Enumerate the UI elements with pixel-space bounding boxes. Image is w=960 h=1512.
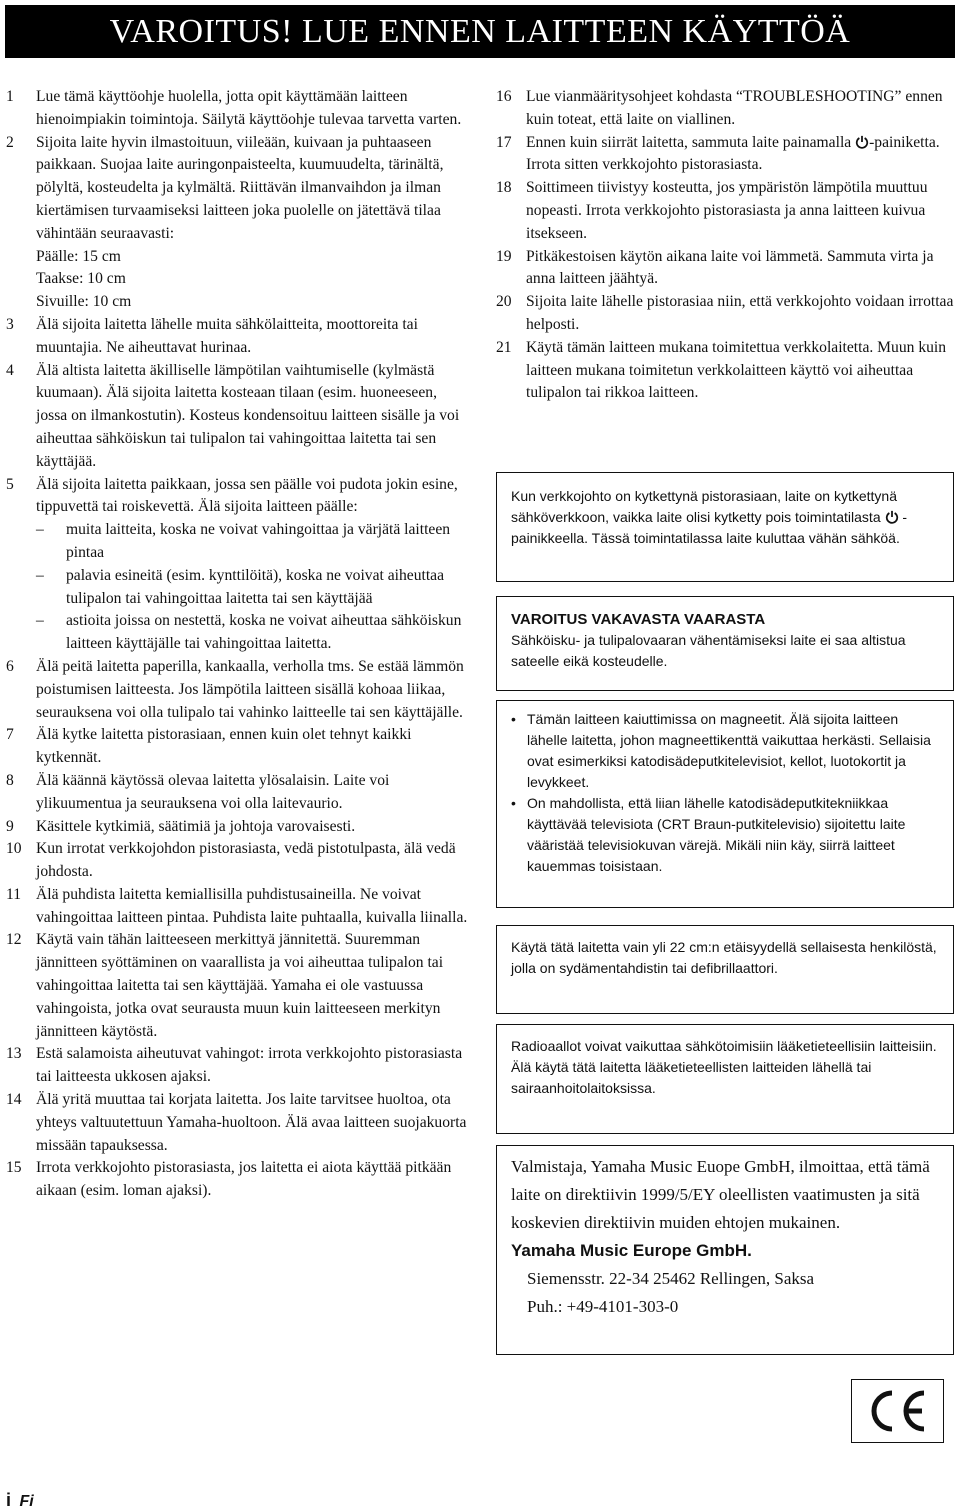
item-text: Älä peitä laitetta paperilla, kankaalla, verholla tms. Se estää lämmön poistumisen laitteesta. Jos lämpötila laitteen sisällä kohoaa liikaa, seurauksena voi olla tulipalo tai vahinko laitteelle tai sen käyttäjälle. bbox=[36, 657, 464, 721]
list-item bbox=[6, 656, 468, 724]
item-number: 6 bbox=[6, 657, 14, 675]
list-item bbox=[6, 360, 468, 474]
item-number: 13 bbox=[6, 1045, 22, 1063]
declaration-text: Valmistaja, Yamaha Music Euope GmbH, ilmoittaa, että tämä laite on direktiivin 1999/5/EY oleellisten vaatimusten ja sitä koskevien direktiivin muiden ehtojen mukainen. bbox=[511, 1157, 930, 1232]
sub-list-item bbox=[36, 565, 468, 611]
list-item bbox=[496, 132, 954, 178]
item-text: Sijoita laite lähelle pistorasiaa niin, että verkkojohto voidaan irrottaa helposti. bbox=[526, 293, 954, 333]
left-column bbox=[6, 86, 468, 1203]
right-column bbox=[496, 86, 954, 405]
page-title: VAROITUS! LUE ENNEN LAITTEEN KÄYTTÖÄ bbox=[109, 13, 851, 50]
item-number: 9 bbox=[6, 817, 14, 835]
item-body bbox=[36, 1043, 468, 1089]
sub-list-item bbox=[36, 610, 468, 656]
list-item bbox=[6, 724, 468, 770]
declaration-box bbox=[496, 1145, 954, 1355]
item-text: Älä sijoita laitetta paikkaan, jossa sen päälle voi pudota jokin esine, tippuvettä tai roiskevettä. Älä sijoita laitteen päälle: bbox=[36, 475, 458, 516]
list-item bbox=[496, 177, 954, 245]
warning-text: Sähköisku- ja tulipalovaaran vähentämiseksi laite ei saa altistua sateelle eikä kosteudelle. bbox=[511, 632, 906, 669]
item-body bbox=[526, 132, 954, 178]
item-text: Käytä vain tähän laitteeseen merkittyä jännitettä. Suuremman jännitteen syöttäminen on vaarallista ja voi aiheuttaa tulipalon tai vahingoittaa laitetta tai sen käyttäjää. Yamaha ei ole vastuussa vahingoista, jotka ovat seurausta muun kuin laitteeseen merkityn jännitteen käytöstä. bbox=[36, 931, 444, 1040]
item-number: 16 bbox=[496, 88, 512, 105]
list-item bbox=[6, 132, 468, 314]
item-number: 3 bbox=[6, 315, 14, 333]
item-body bbox=[36, 360, 468, 474]
item-text: Älä sijoita laitetta lähelle muita sähkölaitteita, moottoreita tai muuntajia. Ne aiheuttavat hurinaa. bbox=[36, 315, 418, 356]
item-body bbox=[36, 884, 468, 930]
item-number: 8 bbox=[6, 771, 14, 789]
item-text: Irrota verkkojohto pistorasiasta, jos laitetta ei aiota käyttää pitkään aikaan (esim. loman ajaksi). bbox=[36, 1159, 452, 1200]
item-number: 14 bbox=[6, 1091, 22, 1109]
standby-notice-text: Kun verkkojohto on kytkettynä pistorasiaan, laite on kytkettynä sähköverkkoon, vaikka laite olisi kytketty pois toimintatilasta -painikkeella. Tässä toimintatilassa laite kuluttaa vähän sähköä. bbox=[511, 488, 908, 546]
item-number: 20 bbox=[496, 293, 512, 311]
item-body bbox=[36, 1157, 468, 1203]
radio-notice-box bbox=[496, 1024, 954, 1134]
list-item bbox=[496, 291, 954, 337]
item-text: Käsittele kytkimiä, säätimiä ja johtoja varovaisesti. bbox=[36, 817, 356, 835]
item-text: Kun irrotat verkkojohdon pistorasiasta, vedä pistotulpasta, älä vedä johdosta. bbox=[36, 840, 456, 881]
company-name: Yamaha Music Europe GmbH. bbox=[511, 1241, 752, 1260]
list-item bbox=[6, 86, 468, 132]
page-number: i bbox=[6, 1490, 12, 1510]
list-item bbox=[6, 929, 468, 1043]
sub-list-item bbox=[36, 519, 468, 565]
serious-warning-box bbox=[496, 596, 954, 691]
company-address: Siemensstr. 22-34 25462 Rellingen, Saksa bbox=[527, 1269, 815, 1288]
list-item: • On mahdollista, että liian lähelle katodisädeputkitekniikkaa käyttävää televisiota (CRT Braun-putkitelevisio) sijoitettu laite vääristää televisiokuvan värejä. Mikäli niin käy, siirrä laitteet kauemmas toisistaan. bbox=[511, 795, 906, 874]
ce-mark-box bbox=[851, 1379, 944, 1443]
list-item bbox=[6, 1157, 468, 1203]
item-text: Älä kytke laitetta pistorasiaan, ennen kuin olet tehnyt kaikki kytkennät. bbox=[36, 726, 412, 767]
list-item: • Tämän laitteen kaiuttimissa on magneetit. Älä sijoita laitteen lähelle laitetta, johon magneettikenttä vaikuttaa herkästi. Sellaisia ovat esimerkiksi katodisädeputkitelevisiot, kellot, luotokortit ja levykkeet. bbox=[511, 711, 931, 790]
list-item bbox=[6, 770, 468, 816]
item-number: 19 bbox=[496, 247, 512, 265]
item-text: Älä käännä käytössä olevaa laitetta ylösalaisin. Laite voi ylikuumentua ja seurauksena voi olla laitevaurio. bbox=[36, 771, 390, 812]
list-item bbox=[496, 337, 954, 405]
dash-marker: – bbox=[36, 612, 44, 630]
item-body bbox=[36, 474, 468, 656]
item-number: 15 bbox=[6, 1159, 22, 1177]
item-body bbox=[36, 656, 468, 724]
radio-text-1: Radioaallot voivat vaikuttaa sähkötoimisiin lääketieteellisiin laitteisiin. bbox=[511, 1038, 937, 1054]
item-text: Päälle: 15 cm bbox=[36, 247, 121, 265]
list-item bbox=[6, 474, 468, 656]
item-text: Soittimeen tiivistyy kosteutta, jos ympäristön lämpötila muuttuu nopeasti. Irrota verkkojohto pistorasiasta ja anna laitteen kuivua itsekseen. bbox=[526, 179, 928, 242]
company-phone: Puh.: +49-4101-303-0 bbox=[527, 1297, 679, 1316]
item-body bbox=[526, 86, 954, 132]
item-number: 18 bbox=[496, 179, 512, 197]
item-text: Älä yritä muuttaa tai korjata laitetta. Jos laite tarvitsee huoltoa, ota yhteys valtuutettuun Yamaha-huoltoon. Älä avaa laitteen suojakuorta missään tapauksessa. bbox=[36, 1091, 467, 1154]
item-text: Sivuille: 10 cm bbox=[36, 293, 132, 311]
item-body bbox=[526, 337, 954, 405]
dash-marker: – bbox=[36, 521, 44, 539]
list-item bbox=[6, 884, 468, 930]
item-number: 12 bbox=[6, 931, 22, 949]
list-item bbox=[6, 838, 468, 884]
item-number: 11 bbox=[6, 885, 22, 903]
item-number: 17 bbox=[496, 133, 512, 151]
warning-heading: VAROITUS VAKAVASTA VAARASTA bbox=[511, 611, 766, 628]
item-text: Sijoita laite hyvin ilmastoituun, viileään, kuivaan ja puhtaaseen paikkaan. Suojaa laite auringonpaisteelta, kuumuudelta, tärinältä, pölyltä, kosteudelta ja kylmältä. Riittävän ilmanvaihdon ja ilman kiertämisen turvaamiseksi laitteen joka puolelle on jätettävä tilaa vähintään seuraavasti: bbox=[36, 133, 444, 242]
item-text: Estä salamoista aiheutuvat vahingot: irrota verkkojohto pistorasiasta tai laitteesta ukkosen ajaksi. bbox=[36, 1045, 463, 1086]
list-item bbox=[496, 86, 954, 132]
list-item bbox=[496, 246, 954, 292]
sub-item-text: astioita joissa on nestettä, koska ne voivat aiheuttaa sähköiskun laitteen käyttäjälle tai vahingoittaa laitetta. bbox=[66, 612, 462, 653]
page-footer bbox=[6, 1490, 34, 1511]
item-number: 7 bbox=[6, 726, 14, 744]
item-body bbox=[36, 314, 468, 360]
item-body bbox=[36, 770, 468, 816]
item-body bbox=[36, 929, 468, 1043]
power-icon bbox=[855, 135, 869, 149]
list-item bbox=[6, 816, 468, 839]
item-body bbox=[36, 816, 468, 839]
pacemaker-text: Käytä tätä laitetta vain yli 22 cm:n etäisyydellä sellaisesta henkilöstä, jolla on sydämentahdistin tai defibrillaattori. bbox=[511, 939, 937, 976]
item-number: 21 bbox=[496, 338, 512, 356]
list-item bbox=[6, 1089, 468, 1157]
item-text: Käytä tämän laitteen mukana toimitettua verkkolaitetta. Muun kuin laitteen mukana toimitetun verkkolaitteen käyttö voi aiheuttaa tulipalon tai rikkoa laitteen. bbox=[526, 338, 947, 402]
sub-item-text: palavia esineitä (esim. kynttilöitä), koska ne voivat aiheuttaa tulipalon tai vahingoittaa laitetta tai sen käyttäjää bbox=[66, 566, 445, 607]
item-text: Pitkäkestoisen käytön aikana laite voi lämmetä. Sammuta virta ja anna laitteen jäähtyä. bbox=[526, 247, 934, 288]
dash-marker: – bbox=[36, 566, 44, 584]
item-text: Lue tämä käyttöohje huolella, jotta opit käyttämään laitteen hienoimpiakin toimintoja. Säilytä käyttöohje tulevaa tarvetta varten. bbox=[36, 88, 462, 128]
list-item bbox=[6, 314, 468, 360]
item-number: 5 bbox=[6, 475, 14, 493]
item-number: 1 bbox=[6, 88, 14, 105]
item-body bbox=[526, 246, 954, 292]
item-body bbox=[36, 86, 468, 132]
item-body bbox=[36, 1089, 468, 1157]
item-text: Taakse: 10 cm bbox=[36, 270, 126, 288]
item-body bbox=[36, 132, 468, 314]
item-number: 2 bbox=[6, 133, 14, 151]
language-code: Fi bbox=[19, 1493, 34, 1510]
magnets-notice-box bbox=[496, 700, 954, 908]
item-body bbox=[526, 177, 954, 245]
pacemaker-notice-box bbox=[496, 925, 954, 1014]
sub-item-text: muita laitteita, koska ne voivat vahingoittaa ja värjätä laitteen pintaa bbox=[66, 521, 451, 561]
item-text: Ennen kuin siirrät laitetta, sammuta laite painamalla -painiketta. Irrota sitten verkkojohto pistorasiasta. bbox=[526, 133, 940, 174]
item-body bbox=[526, 291, 954, 337]
radio-text-2: Älä käytä tätä laitetta lääketieteellisten laitteiden lähellä tai sairaanhoitolaitoksissa. bbox=[511, 1059, 872, 1096]
list-item bbox=[6, 1043, 468, 1089]
item-number: 4 bbox=[6, 361, 14, 379]
item-body bbox=[36, 838, 468, 884]
item-body bbox=[36, 724, 468, 770]
ce-mark-icon bbox=[852, 1380, 943, 1442]
item-text: Älä altista laitetta äkilliselle lämpötilan vaihtumiselle (kylmästä kuumaan). Älä sijoita laitetta kosteaan tilaan (esim. huoneeseen, jossa on ilmankostutin). Kosteus kondensoituu laitteen sisälle ja voi aiheuttaa sähköiskun tai tulipalon tai vahingoittaa laitetta tai sen käyttäjää. bbox=[36, 361, 460, 470]
item-text: Älä puhdista laitetta kemiallisilla puhdistusaineilla. Ne voivat vahingoittaa laitteen pintaa. Puhdista laite puhtaalla, kuivalla liinalla. bbox=[36, 885, 468, 926]
standby-notice-box bbox=[496, 472, 954, 582]
item-number: 10 bbox=[6, 840, 22, 858]
page-header bbox=[5, 5, 955, 58]
power-icon bbox=[885, 510, 899, 524]
item-text: Lue vianmääritysohjeet kohdasta “TROUBLESHOOTING” ennen kuin toteat, että laite on viallinen. bbox=[526, 88, 943, 128]
